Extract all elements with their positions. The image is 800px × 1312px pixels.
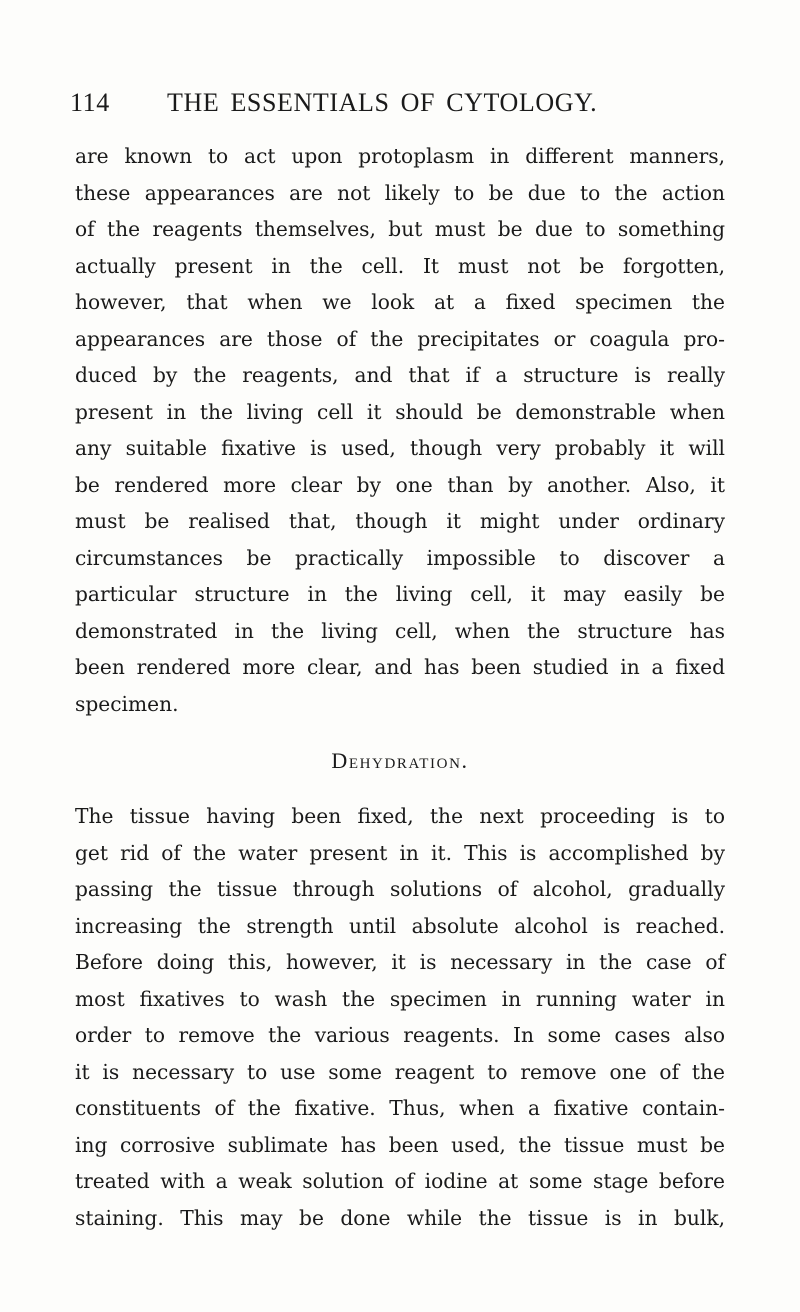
text-line: circumstances be practically impossible to discover a [75,545,725,570]
text-line: demonstrated in the living cell, when the structure has [75,618,725,643]
text-line: The tissue having been fixed, the next proceeding is to [75,804,725,828]
paragraph-dehydration [75,798,725,1236]
paragraph-continued [75,138,725,722]
running-title: THE ESSENTIALS OF CYTOLOGY. [167,88,598,117]
text-line: been rendered more clear, and has been studied in a fixed [75,655,725,679]
text-line: ing corrosive sublimate has been used, the tissue must be [75,1132,725,1157]
running-head [70,80,730,124]
section-heading-dehydration: Dehydration. [331,748,469,773]
text-line: actually present in the cell. It must not be forgotten, [75,253,725,278]
text-line: these appearances are not likely to be due to the action [75,180,725,205]
text-line: are known to act upon protoplasm in different manners, [75,144,725,168]
text-line: get rid of the water present in it. This is accomplished by [75,840,725,865]
body-text [75,138,725,1236]
page-number: 114 [70,88,110,117]
text-line: it is necessary to use some reagent to remove one of the [75,1059,725,1084]
text-line: of the reagents themselves, but must be due to something [75,217,725,241]
text-line: Before doing this, however, it is necessary in the case of [75,950,725,974]
text-line: most fixatives to wash the specimen in running water in [75,986,725,1011]
text-line: staining. This may be done while the tissue is in bulk, [75,1205,725,1230]
text-line: constituents of the fixative. Thus, when a fixative contain- [75,1096,725,1120]
text-line: order to remove the various reagents. In some cases also [75,1023,725,1047]
text-line: specimen. [75,691,179,716]
text-line: any suitable fixative is used, though very probably it will [75,436,725,460]
text-line: be rendered more clear by one than by another. Also, it [75,472,725,497]
text-line: however, that when we look at a fixed specimen the [75,290,725,314]
text-line: present in the living cell it should be demonstrable when [75,399,725,424]
text-line: duced by the reagents, and that if a structure is really [75,363,725,387]
text-line: must be realised that, though it might under ordinary [75,509,725,533]
text-line: increasing the strength until absolute alcohol is reached. [75,913,725,938]
text-line: passing the tissue through solutions of alcohol, gradually [75,877,725,901]
text-line: particular structure in the living cell, it may easily be [75,582,725,606]
text-line: treated with a weak solution of iodine at some stage before [75,1169,725,1193]
text-line: appearances are those of the precipitates or coagula pro- [75,326,725,351]
